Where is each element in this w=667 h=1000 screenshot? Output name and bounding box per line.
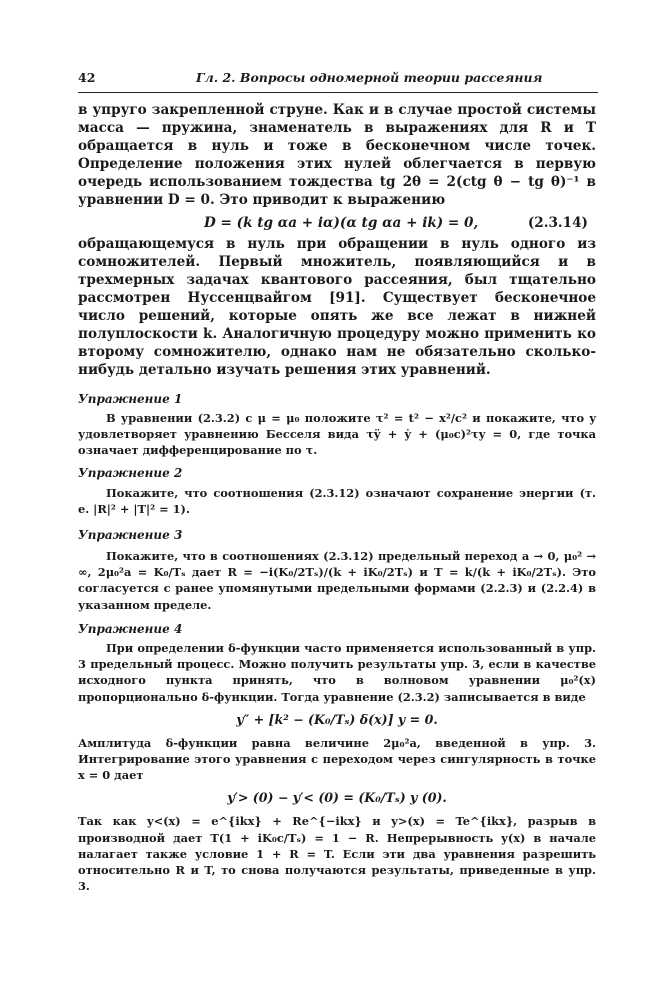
exercise-2-text: Покажите, что соотношения (2.3.12) означают сохранение энергии (т. е. |R|² + |T|² = 1).	[78, 486, 596, 517]
exercise-4-equation-b: y′> (0) − y′< (0) = (K₀/Tₛ) y (0).	[227, 790, 447, 806]
header-rule	[78, 92, 598, 93]
exercise-1-body	[78, 410, 596, 459]
page-number: 42	[78, 70, 96, 85]
paragraph-2: обращающемуся в нуль при обращении в нуль одного из сомножителей. Первый множитель, появляющийся и в трехмерных задачах квантового рассеяния, был тщательно рассмотрен Нуссенцвайгом [91]. Существует бесконечное число решений, которые опять же все лежат в нижней полуплоскости k. Аналогичную процедуру можно применить ко второму сомножителю, однако нам не обязательно сколько-нибудь детально изучать решения этих уравнений.	[78, 236, 596, 378]
exercise-3-text: Покажите, что в соотношениях (2.3.12) предельный переход a → 0, μ₀² → ∞, 2μ₀²a = K₀/Tₛ дает R = −i(K₀/2Tₛ)/(k + iK₀/2Tₛ) и T = k/(k + iK₀/2Tₛ). Это согласуется с ранее упомянутыми предельными формами (2.2.3) и (2.2.4) в указанном пределе.	[78, 549, 596, 612]
exercise-4-text-b: Амплитуда δ-функции равна величине 2μ₀²a, введенной в упр. 3. Интегрирование этого уравнения с переходом через сингулярность в точке x = 0 дает	[78, 735, 596, 783]
exercise-1-text: В уравнении (2.3.2) с μ = μ₀ положите τ² = t² − x²/c² и покажите, что y удовлетворяет уравнению Бесселя вида τÿ + ẏ + (μ₀c)²τy = 0, где точка означает дифференцирование по τ.	[78, 411, 596, 458]
equation-expression: D = (k tg αa + iα)(α tg αa + ik) = 0,	[204, 215, 479, 232]
exercise-4-text-c: Так как y<(x) = e^{ikx} + Re^{−ikx} и y>(x) = Te^{ikx}, разрыв в производной дает T(1 + iK₀c/Tₛ) = 1 − R. Непрерывность y(x) в начале налагает также условие 1 + R = T. Если эти два уравнения разрешить относительно R и T, то снова получаются результаты, приведенные в упр. 3.	[78, 814, 596, 894]
exercise-1-title: Упражнение 1	[78, 392, 183, 406]
equation-number: (2.3.14)	[527, 215, 588, 232]
exercise-2-body	[78, 485, 596, 517]
main-text	[78, 102, 596, 380]
exercise-4-equation-a: y″ + [k² − (K₀/Tₛ) δ(x)] y = 0.	[236, 711, 438, 727]
running-title: Гл. 2. Вопросы одномерной теории рассеяния	[196, 70, 543, 85]
exercise-3-title: Упражнение 3	[78, 528, 183, 542]
exercise-4-text-a: При определении δ-функции часто применяется использованный в упр. 3 предельный процесс. Можно получить результаты упр. 3, если в качестве исходного пункта принять, что в волновом уравнении μ₀²(x) пропорционально δ-функции. Тогда уравнение (2.3.2) записывается в виде	[78, 641, 596, 704]
exercise-3-body	[78, 548, 596, 613]
exercise-4-body	[78, 640, 596, 894]
exercise-4-title: Упражнение 4	[78, 622, 183, 636]
exercise-2-title: Упражнение 2	[78, 466, 183, 480]
equation-2-3-14	[78, 210, 596, 236]
paragraph-1: в упруго закрепленной струне. Как и в случае простой системы масса — пружина, знаменатель в выражениях для R и T обращается в нуль и тоже в бесконечном числе точек. Определение положения этих нулей облегчается в первую очередь использованием тождества tg 2θ = 2(ctg θ − tg θ)⁻¹ в уравнении D = 0. Это приводит к выражению	[78, 102, 596, 208]
